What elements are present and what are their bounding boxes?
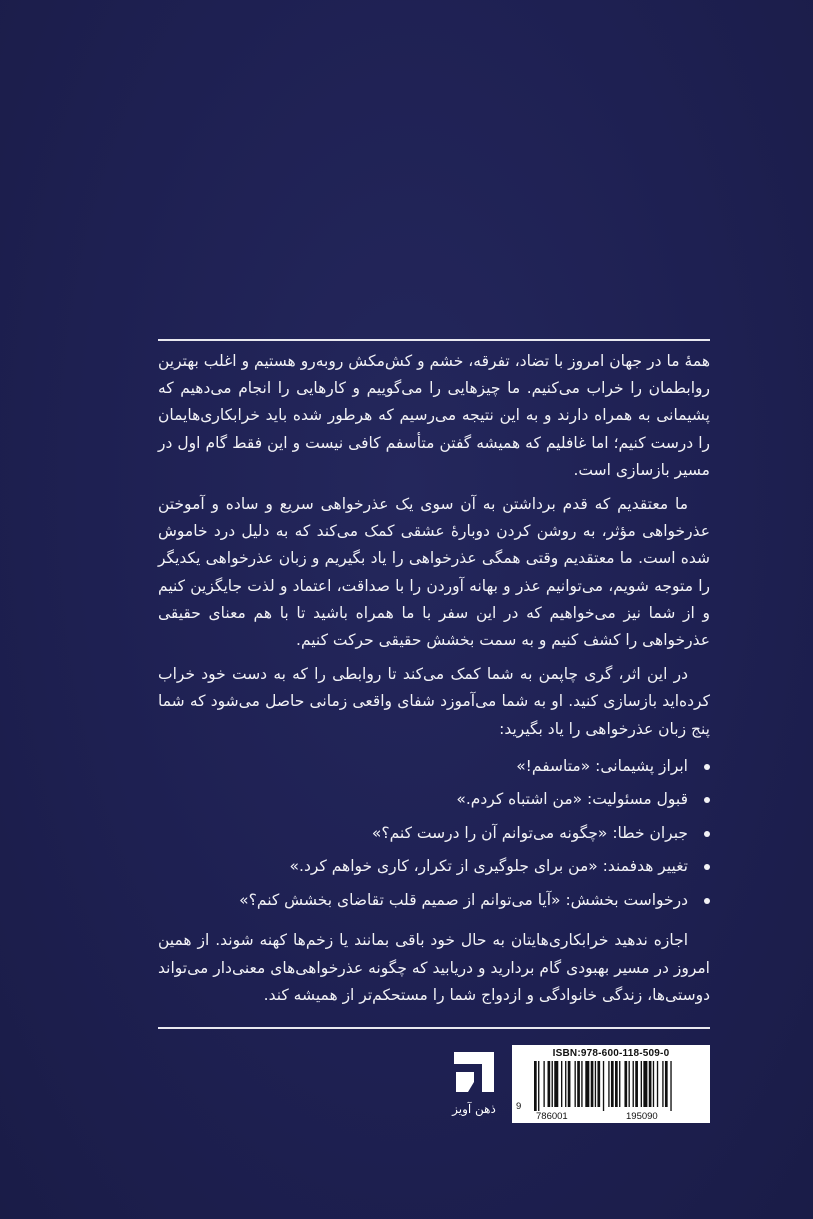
blurb <box>158 348 710 1016</box>
barcode-bar <box>653 1061 654 1107</box>
list-item <box>158 850 688 884</box>
barcode-bar <box>603 1061 604 1111</box>
barcode-bar <box>538 1061 539 1111</box>
barcode-bar <box>608 1061 609 1107</box>
barcode-bar <box>665 1061 668 1107</box>
list-item-text: درخواست بخشش: «آیا می‌توانم از صمیم قلب تقاضای بخشش کنم؟» <box>239 890 688 909</box>
list-item <box>158 884 688 918</box>
list-item-text: ابراز پشیمانی: «متاسفم!» <box>516 756 688 775</box>
barcode-bar <box>662 1061 663 1107</box>
list-item-text: قبول مسئولیت: «من اشتباه کردم.» <box>456 790 688 809</box>
barcode-bar <box>565 1061 566 1107</box>
barcode-bar <box>624 1061 627 1107</box>
barcode-bar <box>543 1061 544 1107</box>
barcode-bar <box>585 1061 589 1107</box>
bullet-icon <box>704 831 710 837</box>
publisher-logo-icon <box>446 1048 502 1100</box>
publisher-name: ذهن آویز <box>452 1102 496 1116</box>
barcode-bar <box>597 1061 600 1107</box>
list-item <box>158 817 688 851</box>
barcode-bar <box>657 1061 658 1107</box>
bottom-divider <box>158 1027 710 1029</box>
publisher-logo <box>446 1048 502 1122</box>
isbn-label: ISBN:978-600-118-509-0 <box>552 1048 670 1059</box>
barcode-bar <box>552 1061 553 1107</box>
barcode-bar <box>591 1061 594 1107</box>
barcode-bars <box>524 1061 700 1111</box>
barcode-bar <box>643 1061 647 1107</box>
barcode-bar <box>611 1061 614 1107</box>
bullet-icon <box>704 764 710 770</box>
barcode-bar <box>595 1061 596 1107</box>
paragraph-closing: اجازه ندهید خرابکاری‌هایتان به حال خود باقی بمانند یا زخم‌ها کهنه شوند. از همین امروز در مسیر بهبودی گام بردارید و دریابید که چگونه عذرخواهی‌های معنی‌دار می‌تواند دوستی‌ها، زندگی خانوادگی و ازدواج شما را مستحکم‌تر از همیشه کند. <box>158 931 710 1004</box>
barcode-bar <box>577 1061 580 1107</box>
list-item <box>158 750 688 784</box>
paragraph-chapman: در این اثر، گری چاپمن به شما کمک می‌کند تا روابطی را که به دست خود خراب کرده‌اید بازسازی کنید. او به شما می‌آموزد شفای واقعی زمانی حاصل می‌شود که شما پنج زبان عذرخواهی را یاد بگیرید: <box>158 665 710 738</box>
bullet-icon <box>704 898 710 904</box>
list-item <box>158 783 688 817</box>
barcode-bar <box>633 1061 634 1107</box>
list-item-text: جبران خطا: «چگونه می‌توانم آن را درست کنم؟» <box>371 823 688 842</box>
paragraph-intro: همهٔ ما در جهان امروز با تضاد، تفرقه، خشم و کش‌مکش روبه‌رو هستیم و اغلب بهترین روابطمان را خراب می‌کنیم. ما چیزهایی را می‌گوییم و کارهایی را انجام می‌دهیم که پشیمانی به همراه دارند و به این نتیجه می‌رسیم که هرطور شده باید خرابکاری‌هایمان را درست کنیم؛ اما غافلیم که همیشه گفتن متأسفم کافی نیست و این فقط گام اول در مسیر بازسازی است. <box>158 352 710 479</box>
top-divider <box>158 339 710 341</box>
barcode-bar <box>629 1061 630 1107</box>
bullet-icon <box>704 797 710 803</box>
apology-languages-list <box>158 750 710 918</box>
barcode-lead-digit: 9 <box>516 1101 522 1112</box>
barcode-bar <box>568 1061 571 1107</box>
barcode-bar <box>554 1061 558 1107</box>
barcode-bar <box>581 1061 582 1107</box>
barcode-bar <box>635 1061 638 1107</box>
barcode-bar <box>649 1061 652 1107</box>
barcode-bar <box>670 1061 671 1111</box>
barcode-bar <box>548 1061 551 1107</box>
barcode-bar <box>534 1061 537 1111</box>
bullet-icon <box>704 864 710 870</box>
barcode-bar <box>619 1061 620 1107</box>
barcode-left-digits: 786001 <box>536 1111 568 1122</box>
barcode-bar <box>641 1061 642 1107</box>
barcode-bar <box>561 1061 562 1107</box>
barcode-bar <box>615 1061 618 1107</box>
barcode-bar <box>575 1061 576 1107</box>
barcode-right-digits: 195090 <box>626 1111 658 1122</box>
isbn-barcode <box>512 1045 710 1123</box>
list-item-text: تغییر هدفمند: «من برای جلوگیری از تکرار، کاری خواهم کرد.» <box>289 857 688 876</box>
paragraph-belief: ما معتقدیم که قدم برداشتن به آن سوی یک عذرخواهی سریع و ساده و آموختن عذرخواهی مؤثر، به روشن کردن دوبارهٔ عشقی کمک می‌کند که به دلیل درد خاموش شده است. ما معتقدیم وقتی همگی عذرخواهی را یاد بگیریم و زبان عذرخواهی یکدیگر را متوجه شویم، می‌توانیم عذر و بهانه آوردن را با صداقت، اعتماد و لذت جایگزین کنیم و از شما نیز می‌خواهیم که در این سفر با ما همراه باشید تا با هم معنای حقیقی عذرخواهی را کشف کنیم و به سمت بخشش حقیقی حرکت کنیم. <box>158 495 710 650</box>
